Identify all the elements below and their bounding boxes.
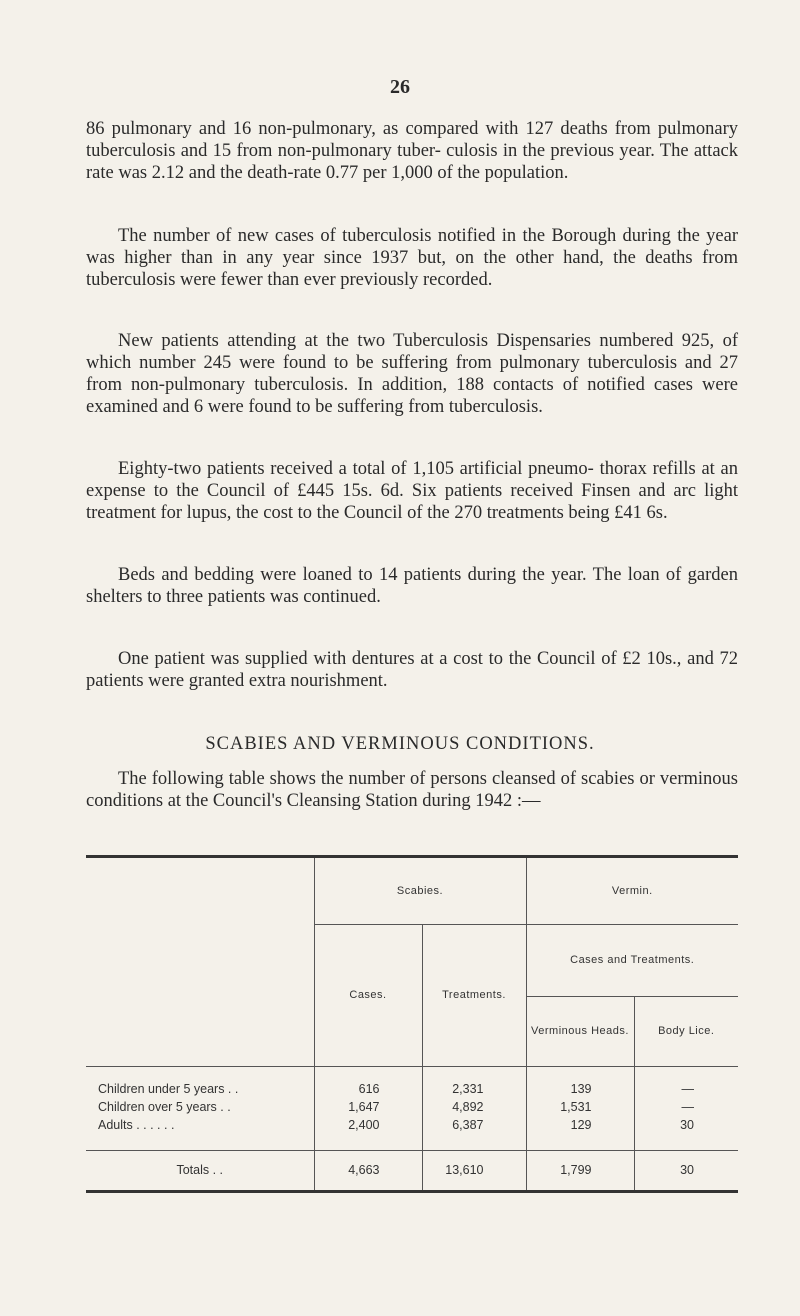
cell-treatments: 2,331 [422, 1080, 526, 1098]
cleansing-table [86, 855, 738, 1193]
total-verminous-heads: 1,799 [526, 1150, 634, 1190]
table-row [86, 1080, 738, 1098]
cell-cases: 2,400 [314, 1116, 422, 1134]
cell-verminous-heads: 1,531 [526, 1098, 634, 1116]
header-blank [86, 858, 314, 924]
header-cases: Cases. [314, 924, 422, 1066]
paragraph-beds: Beds and bedding were loaned to 14 patients during the year. The loan of garden shelters to three patients was continued. [86, 565, 738, 607]
header-body-lice: Body Lice. [634, 996, 738, 1066]
paragraph-dentures: One patient was supplied with dentures at a cost to the Council of £2 10s., and 72 patients were granted extra nourishment. [86, 649, 738, 691]
row-label: Adults . . . . . . [98, 1118, 175, 1132]
total-treatments: 13,610 [422, 1150, 526, 1190]
cell-verminous-heads: 129 [526, 1116, 634, 1134]
cell-verminous-heads: 139 [526, 1080, 634, 1098]
header-vermin: Vermin. [526, 858, 738, 924]
paragraph-new-cases: The number of new cases of tuberculosis notified in the Borough during the year was higher than in any year since 1937 but, on the other hand, the deaths from tuberculosis were fewer than ever previously recorded. [86, 226, 738, 290]
cell-cases: 616 [314, 1080, 422, 1098]
totals-row [86, 1150, 738, 1190]
cell-cases: 1,647 [314, 1098, 422, 1116]
paragraph-tb-deaths: 86 pulmonary and 16 non-pulmonary, as compared with 127 deaths from pulmonary tuberculosis and 15 from non-pulmonary tuber- culosis in the previous year. The attack rate was 2.12 and the death-rate 0.77 per 1,000 of the population. [86, 119, 738, 183]
table-row [86, 1098, 738, 1116]
total-cases: 4,663 [314, 1150, 422, 1190]
paragraph-table-intro: The following table shows the number of persons cleansed of scabies or verminous conditions at the Council's Cleansing Station during 1942 :— [86, 769, 738, 811]
cell-treatments: 6,387 [422, 1116, 526, 1134]
header-cases-and-treatments: Cases and Treatments. [526, 924, 738, 996]
total-body-lice: 30 [634, 1150, 738, 1190]
paragraph-pneumothorax: Eighty-two patients received a total of 1,105 artificial pneumo- thorax refills at an expense to the Council of £445 15s. 6d. Six patients received Finsen and arc light treatment for lupus, the cost to the Council of the 270 treatments being £41 6s. [86, 459, 738, 523]
section-heading: SCABIES AND VERMINOUS CONDITIONS. [205, 734, 595, 754]
header-verminous-heads: Verminous Heads. [526, 996, 634, 1066]
table-row [86, 1116, 738, 1134]
header-scabies: Scabies. [314, 858, 526, 924]
paragraph-dispensaries: New patients attending at the two Tuberculosis Dispensaries numbered 925, of which number 245 were found to be suffering from pulmonary tuberculosis and 27 from non-pulmonary tuberculosis. In addition, 188 contacts of notified cases were examined and 6 were found to be suffering from tuberculosis. [86, 331, 738, 417]
row-label: Children under 5 years . . [98, 1082, 239, 1096]
row-label: Children over 5 years . . [98, 1100, 231, 1114]
cell-body-lice: — [634, 1080, 738, 1098]
totals-label: Totals . . [176, 1163, 224, 1178]
cell-body-lice: — [634, 1098, 738, 1116]
page-number: 26 [390, 76, 410, 98]
cell-treatments: 4,892 [422, 1098, 526, 1116]
header-treatments: Treatments. [422, 924, 526, 1066]
cell-body-lice: 30 [634, 1116, 738, 1134]
